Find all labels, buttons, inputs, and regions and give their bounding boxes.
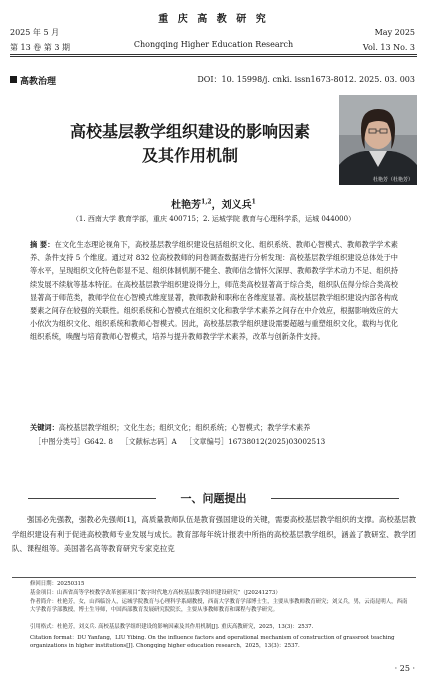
article-title-line2: 及其作用机制 — [141, 146, 238, 165]
clc-number: ［中图分类号］G642. 8 — [34, 437, 113, 446]
footnote-cite-en: Citation format：DU Yanfang，LIU Yibing. On the influence factors and operational mechanism of construction of grassroot teaching organizations in higher institutions[J]. Chongqing higher education research，2025，13(3)：2537. — [30, 635, 395, 650]
footnote-bio: 作者简介：杜艳芳，女，山西临汾人，运城学院教育与心理科学系副教授，西南大学教育学部博士生，主要从事教师教育研究；刘义兵，男，云南昆明人，西南大学教育学部教授，博士生导师，中国西部教育发展研究院院长，主要从事教师教育和课程与教学研究。 — [30, 599, 408, 614]
keywords-text: 高校基层教学组织；文化生态；组织文化；组织系统；心智模式；教学学术素养 — [58, 423, 311, 432]
article-id: ［文章编号］16738012(2025)03002513 — [185, 437, 326, 446]
abstract-label: 摘 要： — [30, 240, 55, 249]
page-number: · 25 · — [394, 664, 415, 673]
volume-issue-en: Vol. 13 No. 3 — [362, 43, 415, 52]
keywords — [30, 422, 398, 433]
column-name: 高教治理 — [20, 77, 57, 87]
header-rule-double — [10, 56, 417, 57]
document-code: ［文献标志码］A — [121, 437, 177, 446]
author-photo — [339, 95, 417, 185]
article-title-line1: 高校基层教学组织建设的影响因素 — [69, 122, 310, 141]
journal-title-cn: 重 庆 高 教 研 究 — [158, 14, 269, 25]
body-paragraph: 强国必先强教，强教必先强师[1]，高质量教师队伍是教育强国建设的关键，需要高校基层教学组织的支撑。高校基层教学组织建设有利于促进高校教师专业发展与成长。教育部每年统计报表中所指的高校基层教学组织，涵盖了教研室、教学团队、课程组等。美国著名高等教育研究专家克拉克 — [12, 515, 416, 553]
journal-title-en: Chongqing Higher Education Research — [133, 40, 294, 49]
footnote-rule — [12, 577, 416, 578]
photo-caption: 杜艳芳（杜艳芳） — [372, 177, 413, 183]
footnote-fund: 基金项目：山西省高等学校教学改革创新项目“数字时代地方高校基层教学组织建设研究”（J20241273） — [30, 590, 281, 596]
column-marker-icon — [10, 76, 17, 83]
authors: 杜艳芳$^{1,2}$，刘义兵$^1$ — [171, 198, 256, 211]
volume-issue-cn: 第 13 卷 第 3 期 — [10, 43, 70, 52]
classification — [34, 437, 331, 447]
affiliation: （1. 西南大学 教育学部，重庆 400715；2. 运城学院 教育与心理科学系，运城 044000） — [71, 215, 356, 223]
footnote-received: 修回日期：20250315 — [30, 581, 85, 587]
section-heading: 一、问题提出 — [180, 492, 247, 505]
doi: DOI：10. 15998/j. cnki. issn1673-8012. 2025. 03. 003 — [197, 75, 415, 84]
abstract — [30, 238, 398, 344]
issue-date-cn: 2025 年 5 月 — [10, 28, 60, 37]
abstract-text: 在文化生态理论视角下，高校基层教学组织建设包括组织文化、组织系统、教师心智模式、教师教学学术素养、条件支持 5 个维度。通过对 832 位高校教师的问卷调查数据进行分析发现：高校基层教学组织建设总体处于中等水平，呈现组织文化特色彰显不足、组织体制机制不健全、教师信念情怀欠深厚、教师教学学术动力不足、组织持续发展不续航等基本特征。在高校基层教学组织建设得分上，师范类高校显著高于综合类，组织队伍得分综合类高校显著高于师范类，教师学位在心智模式维度显著，教师教龄和职称在各维度显著。高校基层教学组织建设内部各构成要素之间存在较强的关联性。组织系统和心智模式在组织文化和教学学术素养之间存在中介效应，根据影响效应的大小依次为组织文化、组织系统和教师心智模式。因此，高校基层教学组织建设需要超越与重塑组织文化，载构与优化组织系统，唤醒与培育教师心智模式，培养与提升教师教学学术素养，改革与创新条件支持。 — [30, 240, 398, 342]
keywords-label: 关键词： — [30, 423, 59, 432]
footnote-cite-cn: 引用格式：杜艳芳，刘义兵. 高校基层教学组织建设的影响因素及其作用机制[J]. 重庆高教研究，2025，13(3)：2537. — [30, 624, 314, 630]
header-rule — [10, 54, 417, 55]
issue-date-en: May 2025 — [374, 28, 415, 37]
